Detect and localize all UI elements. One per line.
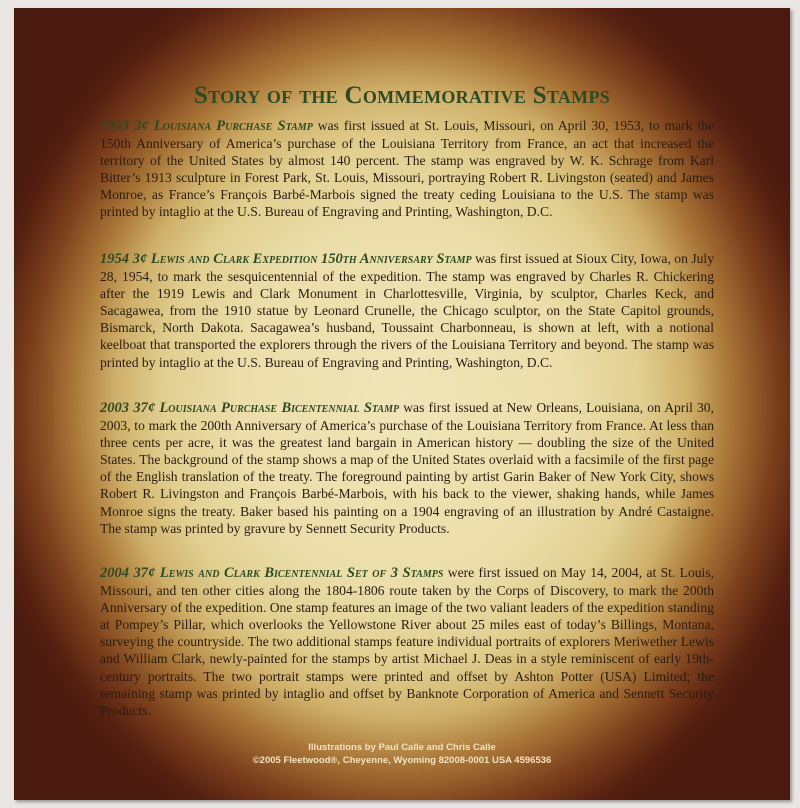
credits (14, 741, 790, 767)
stamp-heading: 1953 3¢ Louisiana Purchase Stamp (100, 118, 313, 134)
paragraph-2004-lewis-and-clark-bicentennial (100, 564, 714, 719)
finger-notch (28, 348, 54, 478)
page-title: Story of the Commemorative Stamps (193, 82, 611, 109)
stamp-heading: 1954 3¢ Lewis and Clark Expedition 150th Anniversary Stamp (100, 251, 472, 267)
stamp-heading: 2004 37¢ Lewis and Clark Bicentennial Set of 3 Stamps (100, 565, 444, 581)
paragraph-1953-louisiana-purchase (100, 117, 714, 221)
paragraph-1954-lewis-and-clark (100, 250, 714, 371)
illustration-credit: Illustrations by Paul Calle and Chris Calle (308, 742, 496, 753)
paragraph-2003-louisiana-bicentennial (100, 399, 714, 537)
paragraph-text: was first issued at Sioux City, Iowa, on July 28, 1954, to mark the sesquicentennial of the expedition. The stamp was engraved by Charles R. Chickering after the 1919 Lewis and Clark Monument in Charlottesville, Virginia, by sculptor, Charles Keck, and Sacagawea, from the 1910 statue by Leonard Crunelle, the Chicago sculptor, on the State Capitol grounds, Bismarck, North Dakota. Sacagawea’s husband, Toussaint Charbonneau, is shown at left, with a notional keelboat that transported the explorers through the rivers of the Louisiana Territory and beyond. The stamp was printed by intaglio at the U.S. Bureau of Engraving and Printing, Washington, D.C. (100, 251, 715, 370)
paragraph-text: was first issued at St. Louis, Missouri, on April 30, 1953, to mark the 150th Anniversary of America’s purchase of the Louisiana Territory from France, an act that increased the territory of the United States by almost 140 percent. The stamp was engraved by W. K. Schrage from Karl Bitter’s 1913 sculpture in Forest Park, St. Louis, Missouri, portraying Robert R. Livingston (seated) and James Monroe, as France’s François Barbé-Marbois signed the treaty ceding Louisiana to the U.S. The stamp was printed by intaglio at the U.S. Bureau of Engraving and Printing, Washington, D.C. (100, 118, 714, 220)
stamp-heading: 2003 37¢ Louisiana Purchase Bicentennial Stamp (100, 400, 400, 416)
copyright-line: ©2005 Fleetwood®, Cheyenne, Wyoming 82008-0001 USA 4596536 (252, 755, 552, 766)
paragraph-text: was first issued at New Orleans, Louisiana, on April 30, 2003, to mark the 200th Anniversary of America’s purchase of the Louisiana Territory from France. At less than three cents per acre, it was the greatest land bargain in American history — doubling the size of the United States. The background of the stamp shows a map of the United States overlaid with a facsimile of the first page of the English translation of the treaty. The foreground painting by artist Garin Baker of New York City, shows Robert R. Livingston and François Barbé-Marbois, with his back to the viewer, shaking hands, while James Monroe signs the treaty. Baker based his painting on a 1904 engraving of an illustration by André Castaigne. The stamp was printed by gravure by Sennett Security Products. (100, 400, 714, 536)
paragraph-text: were first issued on May 14, 2004, at St. Louis, Missouri, and ten other cities along the 1804-1806 route taken by the Corps of Discovery, to mark the 200th Anniversary of the expedition. One stamp features an image of the two valiant leaders of the expedition standing at Pompey’s Pillar, which overlooks the Yellowstone River about 25 miles east of today’s Billings, Montana, surveying the countryside. The two additional stamps feature individual portraits of explorers Meriwether Lewis and William Clark, newly-painted for the stamps by artist Michael J. Deas in a style reminiscent of early 19th-century portraits. The two portrait stamps were printed and offset by Ashton Potter (USA) Limited; the remaining stamp was printed by intaglio and offset by Banknote Corporation of America and Sennett Security Products. (100, 565, 715, 718)
